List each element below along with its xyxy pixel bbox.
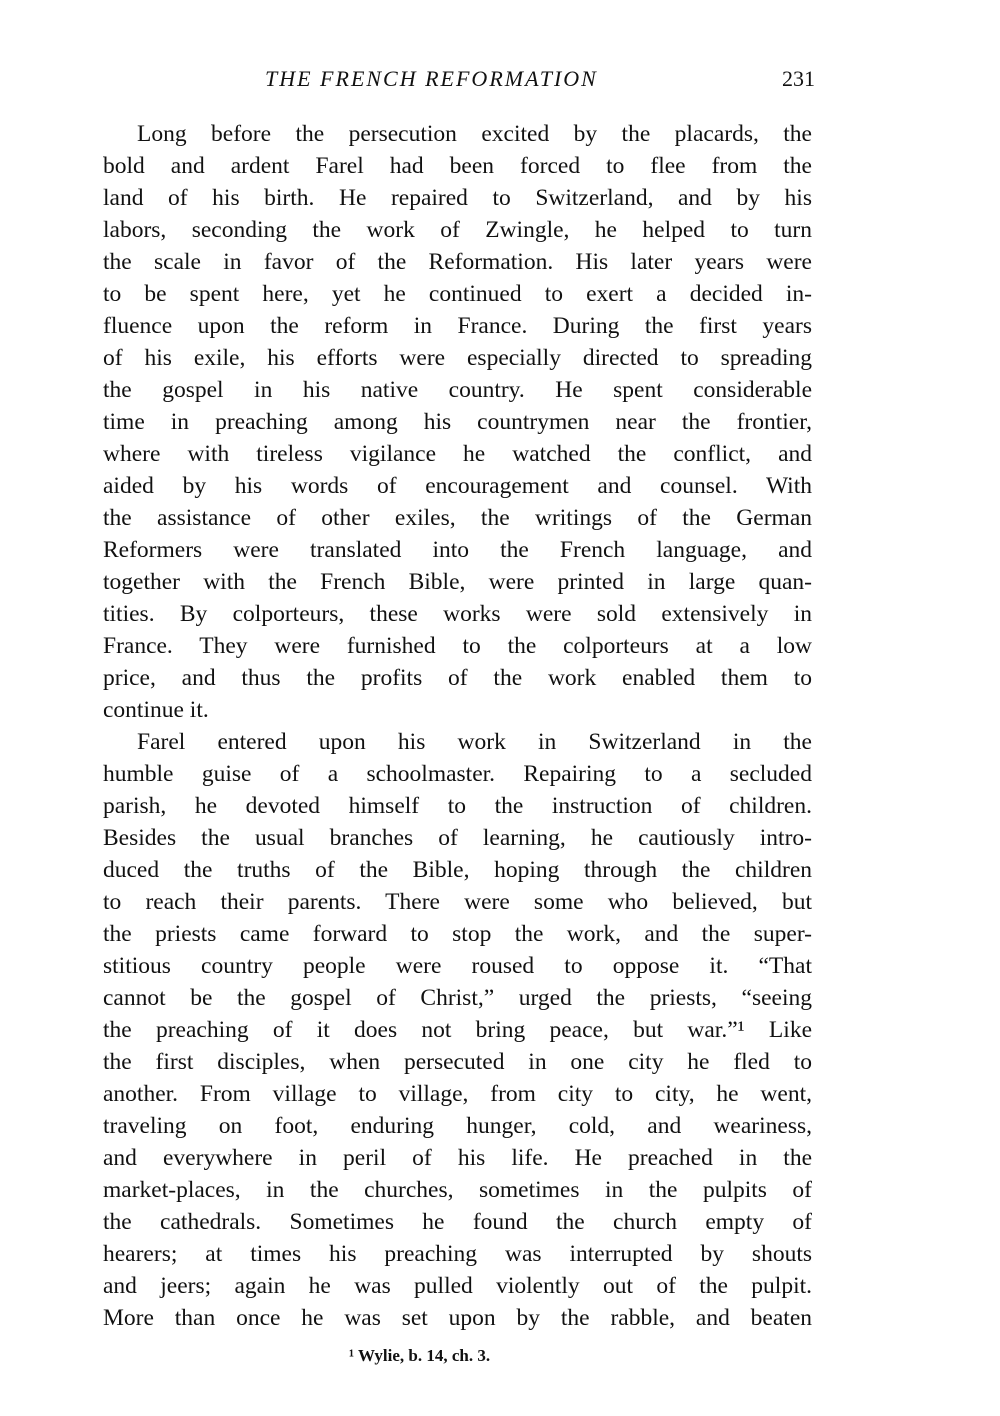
text-line: humble guise of a schoolmaster. Repairing to a secluded — [103, 761, 812, 787]
page-number: 231 — [782, 66, 815, 91]
text-line: cannot be the gospel of Christ,” urged the priests, “seeing — [103, 985, 812, 1011]
text-line: market-places, in the churches, sometimes in the pulpits of — [103, 1177, 812, 1203]
text-line: tities. By colporteurs, these works were sold extensively in — [103, 601, 812, 627]
text-line: traveling on foot, enduring hunger, cold, and weariness, — [103, 1113, 812, 1139]
text-line: land of his birth. He repaired to Switzerland, and by his — [103, 185, 812, 211]
text-line: bold and ardent Farel had been forced to flee from the — [103, 153, 812, 179]
text-line: and everywhere in peril of his life. He preached in the — [103, 1145, 812, 1171]
text-line: parish, he devoted himself to the instruction of children. — [103, 793, 812, 819]
text-line: the first disciples, when persecuted in one city he fled to — [103, 1049, 812, 1075]
text-line: time in preaching among his countrymen near the frontier, — [103, 409, 812, 435]
text-line: price, and thus the profits of the work enabled them to — [103, 665, 812, 691]
text-line: the cathedrals. Sometimes he found the church empty of — [103, 1209, 812, 1235]
text-line: another. From village to village, from city to city, he went, — [103, 1081, 812, 1107]
text-line: the gospel in his native country. He spent considerable — [103, 377, 812, 403]
text-line: labors, seconding the work of Zwingle, he helped to turn — [103, 217, 812, 243]
text-line: to reach their parents. There were some who believed, but — [103, 889, 812, 915]
paragraph — [103, 726, 812, 1334]
text-line: hearers; at times his preaching was interrupted by shouts — [103, 1241, 812, 1267]
text-line: and jeers; again he was pulled violently out of the pulpit. — [103, 1273, 812, 1299]
text-line: where with tireless vigilance he watched the conflict, and — [103, 441, 812, 467]
text-line: Reformers were translated into the French language, and — [103, 537, 812, 563]
running-head: THE FRENCH REFORMATION — [265, 66, 598, 91]
text-line: duced the truths of the Bible, hoping through the children — [103, 857, 812, 883]
paragraph — [103, 118, 812, 726]
text-line: More than once he was set upon by the rabble, and beaten — [103, 1305, 812, 1331]
text-line: Besides the usual branches of learning, he cautiously intro- — [103, 825, 812, 851]
text-line: aided by his words of encouragement and counsel. With — [103, 473, 812, 499]
text-line: the scale in favor of the Reformation. His later years were — [103, 249, 812, 275]
text-line: the priests came forward to stop the work, and the super- — [103, 921, 812, 947]
text-line: of his exile, his efforts were especially directed to spreading — [103, 345, 812, 371]
text-line: the preaching of it does not bring peace, but war.”¹ Like — [103, 1017, 812, 1043]
text-line: to be spent here, yet he continued to exert a decided in- — [103, 281, 812, 307]
body-text — [103, 118, 812, 1334]
text-line: the assistance of other exiles, the writings of the German — [103, 505, 812, 531]
text-line: Long before the persecution excited by the placards, the — [137, 121, 812, 147]
text-line: fluence upon the reform in France. During the first years — [103, 313, 812, 339]
text-line: France. They were furnished to the colporteurs at a low — [103, 633, 812, 659]
text-line: Farel entered upon his work in Switzerland in the — [137, 729, 812, 755]
text-line: stitious country people were roused to oppose it. “That — [103, 953, 812, 979]
footnote: ¹ Wylie, b. 14, ch. 3. — [349, 1346, 491, 1365]
text-line: together with the French Bible, were printed in large quan- — [103, 569, 812, 595]
text-line: continue it. — [103, 697, 209, 723]
